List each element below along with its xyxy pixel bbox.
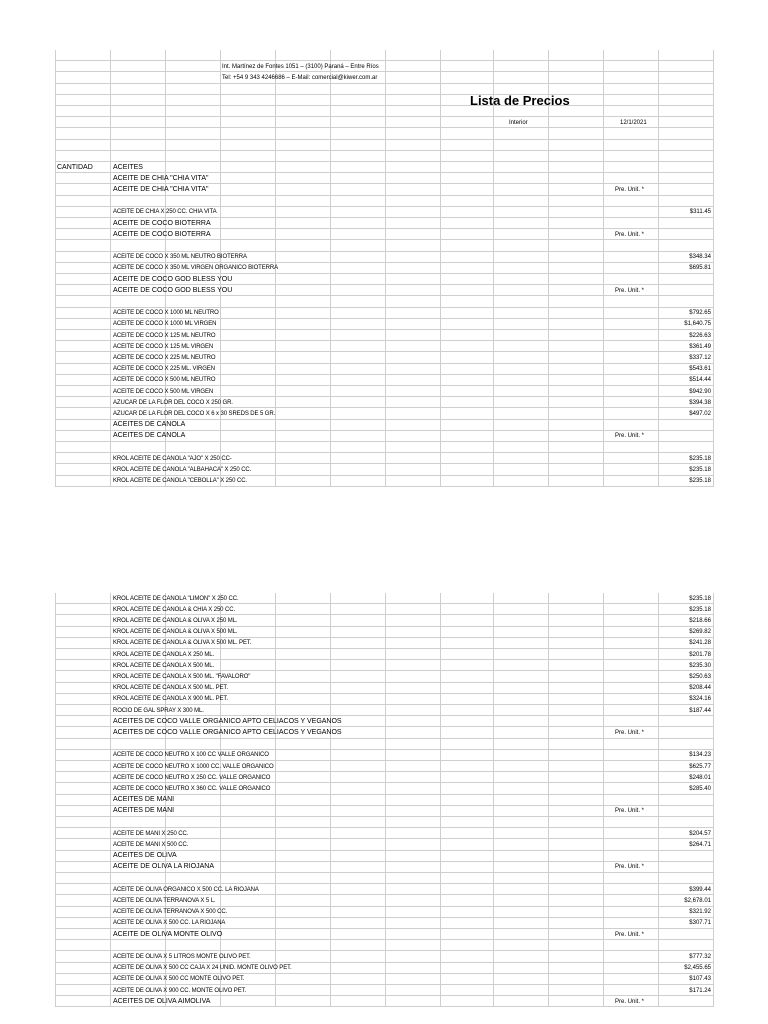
product-name: ACEITE DE COCO NEUTRO X 100 CC VALLE ORGANICO bbox=[113, 752, 269, 759]
unit-price-label: Pre. Unit. * bbox=[615, 433, 645, 440]
spreadsheet-grid bbox=[55, 50, 714, 487]
product-name: ACEITE DE COCO X 225 ML NEUTRO bbox=[113, 354, 216, 361]
product-price: $321.92 bbox=[689, 909, 711, 916]
subcategory-heading: ACEITES DE MANI bbox=[113, 807, 175, 815]
product-name: KROL ACEITE DE CANOLA & OLIVA X 250 ML. bbox=[113, 617, 238, 624]
unit-price-label: Pre. Unit. * bbox=[615, 231, 645, 238]
product-name: KROL ACEITE DE CANOLA "AJO" X 250 CC- bbox=[113, 455, 232, 462]
product-price: $218.66 bbox=[689, 617, 711, 624]
sheet-row bbox=[55, 739, 714, 750]
product-name: KROL ACEITE DE CANOLA "ALBAHACA" X 250 CC. bbox=[113, 466, 252, 473]
product-name: KROL ACEITE DE CANOLA X 500 ML. bbox=[113, 662, 215, 669]
product-name: ACEITE DE COCO X 125 ML VIRGEN bbox=[113, 343, 214, 350]
unit-price-label: Pre. Unit. * bbox=[615, 186, 645, 193]
subcategory-heading: ACEITES DE MANI bbox=[113, 796, 175, 804]
price-date: 12/1/2021 bbox=[620, 119, 647, 126]
sheet-row bbox=[55, 162, 714, 173]
subcategory-heading: ACEITES DE COCO VALLE ORGANICO APTO CELIACOS Y VEGANOS bbox=[113, 717, 342, 725]
product-name: ACEITE DE OLIVA TERRANOVA X 5 L. bbox=[113, 897, 216, 904]
product-price: $248.01 bbox=[689, 774, 711, 781]
product-price: $241.28 bbox=[689, 640, 711, 647]
product-name: ACEITE DE OLIVA X 5 LITROS MONTE OLIVO PET. bbox=[113, 953, 251, 960]
product-price: $201.78 bbox=[689, 651, 711, 658]
page-title: Lista de Precios bbox=[470, 92, 570, 108]
product-price: $187.44 bbox=[689, 707, 711, 714]
product-price: $307.71 bbox=[689, 920, 711, 927]
subcategory-heading: ACEITE DE COCO BIOTERRA bbox=[113, 219, 211, 227]
quantity-column-header: CANTIDAD bbox=[57, 163, 93, 171]
spreadsheet-grid bbox=[55, 593, 714, 1007]
product-name: ACEITE DE COCO X 125 ML NEUTRO bbox=[113, 332, 216, 339]
subcategory-heading: ACEITES DE CANOLA bbox=[113, 432, 186, 440]
product-price: $695.81 bbox=[689, 265, 711, 272]
subcategory-heading: ACEITES DE OLIVA bbox=[113, 852, 177, 860]
sheet-row bbox=[55, 196, 714, 207]
sheet-row bbox=[55, 128, 714, 139]
product-name: KROL ACEITE DE CANOLA X 500 ML. PET. bbox=[113, 685, 228, 692]
product-price: $204.57 bbox=[689, 830, 711, 837]
product-price: $324.16 bbox=[689, 696, 711, 703]
subcategory-heading: ACEITE DE COCO GOD BLESS YOU bbox=[113, 275, 233, 283]
product-name: KROL ACEITE DE CANOLA "LIMON" X 250 CC. bbox=[113, 595, 239, 602]
sheet-row bbox=[55, 61, 714, 72]
subcategory-heading: ACEITE DE OLIVA LA RIOJANA bbox=[113, 863, 215, 871]
product-price: $171.24 bbox=[689, 987, 711, 994]
product-name: KROL ACEITE DE CANOLA & OLIVA X 500 ML. PET. bbox=[113, 640, 252, 647]
product-price: $235.18 bbox=[689, 595, 711, 602]
sheet-row bbox=[55, 95, 714, 106]
product-name: ACEITE DE OLIVA X 900 CC. MONTE OLIVO PET. bbox=[113, 987, 247, 994]
product-price: $625.77 bbox=[689, 763, 711, 770]
sheet-row bbox=[55, 817, 714, 828]
product-price: $107.43 bbox=[689, 976, 711, 983]
product-name: ACEITE DE COCO X 500 ML NEUTRO bbox=[113, 377, 216, 384]
product-price: $235.18 bbox=[689, 478, 711, 485]
product-name: ACEITE DE COCO X 500 ML VIRGEN bbox=[113, 388, 214, 395]
product-name: ACEITE DE COCO X 1000 ML NEUTRO bbox=[113, 310, 219, 317]
product-name: ACEITE DE OLIVA X 500 CC CAJA X 24 UNID. MONTE OLIVO PET. bbox=[113, 965, 292, 972]
product-price: $235.30 bbox=[689, 662, 711, 669]
sheet-row bbox=[55, 140, 714, 151]
product-name: ACEITE DE COCO NEUTRO X 250 CC. VALLE ORGANICO bbox=[113, 774, 271, 781]
product-price: $311.45 bbox=[689, 209, 711, 216]
product-name: KROL ACEITE DE CANOLA X 500 ML. "FAVALORO" bbox=[113, 673, 251, 680]
subcategory-heading: ACEITES DE OLIVA AIMOLIVA bbox=[113, 997, 211, 1005]
product-price: $777.32 bbox=[689, 953, 711, 960]
sheet-row bbox=[55, 873, 714, 884]
product-price: $235.18 bbox=[689, 455, 711, 462]
product-price: $285.40 bbox=[689, 785, 711, 792]
sheet-row bbox=[55, 50, 714, 61]
product-price: $134.23 bbox=[689, 752, 711, 759]
product-name: KROL ACEITE DE CANOLA & CHIA X 250 CC. bbox=[113, 606, 236, 613]
product-name: ACEITE DE OLIVA X 500 CC. LA RIOJANA bbox=[113, 920, 226, 927]
sheet-row bbox=[55, 442, 714, 453]
product-price: $1,640.75 bbox=[684, 321, 711, 328]
product-price: $2,455.65 bbox=[684, 965, 711, 972]
sheet-row bbox=[55, 84, 714, 95]
product-price: $394.38 bbox=[689, 399, 711, 406]
product-name: ACEITE DE OLIVA ORGANICO X 500 CC. LA RIOJANA bbox=[113, 886, 259, 893]
product-name: KROL ACEITE DE CANOLA X 900 ML. PET. bbox=[113, 696, 228, 703]
product-price: $514.44 bbox=[689, 377, 711, 384]
product-name: ACEITE DE COCO NEUTRO X 360 CC. VALLE ORGANICO bbox=[113, 785, 271, 792]
product-price: $543.61 bbox=[689, 366, 711, 373]
product-price: $348.34 bbox=[689, 254, 711, 261]
product-price: $250.63 bbox=[689, 673, 711, 680]
unit-price-label: Pre. Unit. * bbox=[615, 931, 645, 938]
product-name: KROL ACEITE DE CANOLA & OLIVA X 500 ML. bbox=[113, 629, 238, 636]
subcategory-heading: ACEITE DE COCO GOD BLESS YOU bbox=[113, 286, 233, 294]
product-price: $208.44 bbox=[689, 685, 711, 692]
product-name: ACEITE DE COCO NEUTRO X 1000 CC. VALLE ORGANICO bbox=[113, 763, 274, 770]
subcategory-heading: ACEITES DE COCO VALLE ORGANICO APTO CELIACOS Y VEGANOS bbox=[113, 728, 342, 736]
subcategory-heading: ACEITE DE CHIA "CHIA VITA" bbox=[113, 174, 209, 182]
unit-price-label: Pre. Unit. * bbox=[615, 998, 645, 1005]
sheet-row bbox=[55, 117, 714, 128]
product-name: KROL ACEITE DE CANOLA X 250 ML. bbox=[113, 651, 215, 658]
product-price: $269.82 bbox=[689, 629, 711, 636]
subcategory-heading: ACEITES DE CANOLA bbox=[113, 421, 186, 429]
product-price: $264.71 bbox=[689, 841, 711, 848]
product-price: $497.02 bbox=[689, 410, 711, 417]
unit-price-label: Pre. Unit. * bbox=[615, 287, 645, 294]
product-price: $337.12 bbox=[689, 354, 711, 361]
product-price: $2,678.01 bbox=[684, 897, 711, 904]
product-price: $235.18 bbox=[689, 466, 711, 473]
unit-price-label: Pre. Unit. * bbox=[615, 864, 645, 871]
sheet-row bbox=[55, 72, 714, 83]
company-address: Int. Martínez de Fontes 1051 – (3100) Paraná – Entre Ríos bbox=[222, 63, 379, 70]
product-name: ACEITE DE COCO X 1000 ML VIRGEN bbox=[113, 321, 217, 328]
product-price: $235.18 bbox=[689, 606, 711, 613]
sheet-row bbox=[55, 151, 714, 162]
product-name: ACEITE DE MANI X 250 CC. bbox=[113, 830, 189, 837]
sheet-row bbox=[55, 940, 714, 951]
unit-price-label: Pre. Unit. * bbox=[615, 729, 645, 736]
subcategory-heading: ACEITE DE CHIA "CHIA VITA" bbox=[113, 185, 209, 193]
subcategory-heading: ACEITE DE COCO BIOTERRA bbox=[113, 230, 211, 238]
sheet-row bbox=[55, 296, 714, 307]
unit-price-label: Pre. Unit. * bbox=[615, 808, 645, 815]
product-name: ROCIO DE GAL SPRAY X 300 ML. bbox=[113, 707, 204, 714]
product-name: ACEITE DE CHIA X 250 CC. CHIA VITA bbox=[113, 209, 217, 216]
product-name: KROL ACEITE DE CANOLA "CEBOLLA" X 250 CC. bbox=[113, 478, 247, 485]
product-price: $361.49 bbox=[689, 343, 711, 350]
product-price: $942.90 bbox=[689, 388, 711, 395]
product-name: ACEITE DE OLIVA X 500 CC MONTE OLIVO PET. bbox=[113, 976, 245, 983]
product-name: ACEITE DE COCO X 350 ML VIRGEN ORGANICO BIOTERRA bbox=[113, 265, 279, 272]
subcategory-heading: ACEITE DE OLIVA MONTE OLIVO bbox=[113, 930, 223, 938]
product-price: $399.44 bbox=[689, 886, 711, 893]
product-name: ACEITE DE MANI X 500 CC. bbox=[113, 841, 189, 848]
sheet-row bbox=[55, 240, 714, 251]
product-name: ACEITE DE COCO X 350 ML NEUTRO BIOTERRA bbox=[113, 254, 247, 261]
product-name: AZUCAR DE LA FLOR DEL COCO X 250 GR. bbox=[113, 399, 233, 406]
product-name: ACEITE DE COCO X 225 ML. VIRGEN bbox=[113, 366, 215, 373]
product-name: AZUCAR DE LA FLOR DEL COCO X 6 x 30 SREDS DE 5 GR. bbox=[113, 410, 276, 417]
product-price: $792.65 bbox=[689, 310, 711, 317]
price-region: Interior bbox=[509, 119, 528, 126]
category-heading: ACEITES bbox=[113, 163, 143, 171]
company-contact: Tel: +54 9 343 4246686 – E-Mail: comercial@kiwer.com.ar bbox=[222, 74, 378, 81]
sheet-row bbox=[55, 106, 714, 117]
product-name: ACEITE DE OLIVA TERRANOVA X 500 CC. bbox=[113, 909, 228, 916]
product-price: $226.63 bbox=[689, 332, 711, 339]
